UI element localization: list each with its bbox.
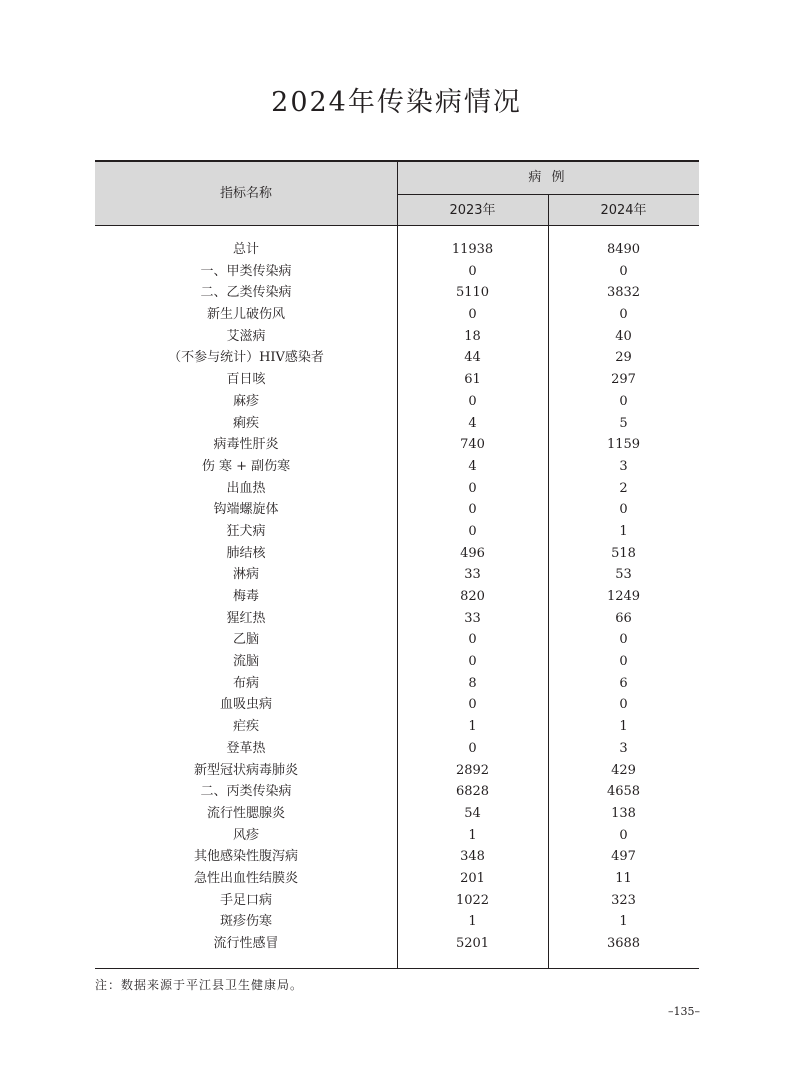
page-title: 2024年传染病情况 xyxy=(271,87,522,118)
cell-indicator-name: 急性出血性结膜炎 xyxy=(193,870,298,886)
cell-value-2024: 0 xyxy=(619,697,628,713)
header-divider-horizontal xyxy=(397,194,699,195)
table-row xyxy=(95,239,699,261)
cell-value-2023: 54 xyxy=(464,805,481,821)
cell-value-2024: 429 xyxy=(611,762,636,778)
cell-indicator-name: 钩端螺旋体 xyxy=(213,502,279,518)
cell-indicator-name: 总计 xyxy=(232,242,259,257)
cell-value-2024: 0 xyxy=(619,654,628,670)
cell-indicator-name: 猩红热 xyxy=(226,610,266,626)
cell-indicator-name: 布病 xyxy=(232,675,259,691)
table-row xyxy=(95,499,699,521)
cell-indicator-name: 疟疾 xyxy=(232,719,259,735)
cell-indicator-name: 其他感染性腹泻病 xyxy=(193,849,298,865)
cell-indicator-name: 狂犬病 xyxy=(226,523,266,539)
cell-value-2024: 11 xyxy=(615,870,632,886)
cell-indicator-name: 百日咳 xyxy=(226,372,266,388)
cell-value-2023: 0 xyxy=(468,632,477,648)
cell-indicator-name: 伤 寒 + 副伤寒 xyxy=(201,458,291,474)
cell-indicator-name: 梅毒 xyxy=(232,589,259,604)
table-row xyxy=(95,608,699,630)
table-row xyxy=(95,564,699,586)
cell-indicator-name: 一、甲类传染病 xyxy=(200,263,292,279)
cell-value-2024: 1 xyxy=(619,523,628,539)
table-row xyxy=(95,521,699,543)
cell-indicator-name: 流脑 xyxy=(232,654,259,670)
table-rows xyxy=(95,239,699,955)
table-row xyxy=(95,456,699,478)
table-row xyxy=(95,738,699,760)
cell-value-2023: 6828 xyxy=(455,784,490,800)
cell-value-2024: 29 xyxy=(615,350,632,366)
cell-indicator-name: 出血热 xyxy=(226,480,266,496)
cell-indicator-name: 斑疹伤寒 xyxy=(219,914,272,930)
cell-indicator-name: 流行性腮腺炎 xyxy=(206,805,285,821)
cell-value-2024: 3 xyxy=(619,740,628,756)
page-number: –135– xyxy=(668,1005,700,1018)
cell-value-2024: 138 xyxy=(611,805,636,821)
cell-value-2024: 1 xyxy=(619,719,628,735)
cell-value-2024: 1159 xyxy=(606,437,641,453)
cell-value-2023: 61 xyxy=(464,372,481,388)
cell-value-2023: 44 xyxy=(464,350,481,366)
cell-indicator-name: 新型冠状病毒肺炎 xyxy=(193,762,298,778)
header-cases: 病 例 xyxy=(528,170,568,185)
table-row xyxy=(95,825,699,847)
cell-value-2023: 1022 xyxy=(455,892,490,908)
cell-value-2024: 3832 xyxy=(606,285,641,301)
cell-value-2023: 33 xyxy=(464,567,481,583)
table-row xyxy=(95,716,699,738)
cell-value-2023: 1 xyxy=(468,719,477,735)
cell-value-2024: 497 xyxy=(611,849,636,865)
cell-value-2023: 1 xyxy=(468,914,477,930)
cell-value-2023: 2892 xyxy=(455,762,490,778)
table-row xyxy=(95,282,699,304)
cell-value-2023: 4 xyxy=(468,415,477,431)
cell-value-2024: 8490 xyxy=(606,242,641,257)
cell-value-2024: 1249 xyxy=(606,589,641,604)
cell-indicator-name: 风疹 xyxy=(232,827,259,843)
table-row xyxy=(95,586,699,608)
cell-indicator-name: 淋病 xyxy=(232,567,259,583)
cell-value-2023: 1 xyxy=(468,827,477,843)
cell-value-2023: 18 xyxy=(464,328,481,344)
table-header xyxy=(95,160,699,226)
cell-value-2024: 297 xyxy=(611,372,636,388)
cell-value-2024: 6 xyxy=(619,675,628,691)
cell-value-2023: 11938 xyxy=(451,242,494,257)
cell-value-2023: 0 xyxy=(468,393,477,409)
cell-indicator-name: 流行性感冒 xyxy=(213,936,279,951)
table-body xyxy=(95,226,699,969)
cell-value-2024: 40 xyxy=(615,328,632,344)
cell-value-2024: 0 xyxy=(619,632,628,648)
header-year-2023: 2023年 xyxy=(449,203,496,218)
table-row xyxy=(95,694,699,716)
cell-indicator-name: 新生儿破伤风 xyxy=(206,307,285,323)
cell-value-2023: 0 xyxy=(468,502,477,518)
table-row xyxy=(95,781,699,803)
cell-value-2023: 0 xyxy=(468,480,477,496)
table-row xyxy=(95,543,699,565)
cell-indicator-name: 二、丙类传染病 xyxy=(200,784,292,800)
table-row xyxy=(95,326,699,348)
cell-value-2023: 0 xyxy=(468,740,477,756)
cell-value-2024: 3 xyxy=(619,458,628,474)
cell-indicator-name: 二、乙类传染病 xyxy=(200,285,292,301)
cell-value-2024: 4658 xyxy=(606,784,641,800)
header-year-2024: 2024年 xyxy=(600,203,647,218)
cell-value-2023: 348 xyxy=(460,849,485,865)
cell-value-2024: 53 xyxy=(615,567,632,583)
cell-value-2023: 33 xyxy=(464,610,481,626)
cell-value-2024: 5 xyxy=(619,415,628,431)
cell-value-2023: 496 xyxy=(460,545,485,561)
cell-value-2024: 0 xyxy=(619,827,628,843)
cell-value-2024: 1 xyxy=(619,914,628,930)
cell-value-2023: 0 xyxy=(468,654,477,670)
cell-value-2024: 323 xyxy=(611,892,636,908)
cell-value-2023: 8 xyxy=(468,675,477,691)
table-row xyxy=(95,673,699,695)
infectious-disease-table xyxy=(95,160,699,969)
cell-value-2023: 201 xyxy=(460,870,485,886)
table-row xyxy=(95,629,699,651)
table-row xyxy=(95,261,699,283)
header-divider-years xyxy=(548,195,549,226)
cell-value-2024: 66 xyxy=(615,610,632,626)
cell-value-2023: 4 xyxy=(468,458,477,474)
table-row xyxy=(95,651,699,673)
table-row xyxy=(95,369,699,391)
cell-indicator-name: 病毒性肝炎 xyxy=(213,437,279,453)
table-row xyxy=(95,347,699,369)
cell-indicator-name: 麻疹 xyxy=(232,393,259,409)
table-row xyxy=(95,434,699,456)
cell-indicator-name: 乙脑 xyxy=(232,632,259,648)
cell-value-2024: 518 xyxy=(611,545,636,561)
cell-value-2024: 0 xyxy=(619,307,628,323)
cell-value-2023: 5110 xyxy=(455,285,490,301)
cell-value-2023: 0 xyxy=(468,263,477,279)
cell-value-2024: 0 xyxy=(619,263,628,279)
header-indicator-name: 指标名称 xyxy=(219,186,272,201)
cell-value-2023: 740 xyxy=(460,437,485,453)
table-row xyxy=(95,413,699,435)
cell-value-2024: 2 xyxy=(619,480,628,496)
cell-value-2023: 5201 xyxy=(455,936,490,951)
cell-value-2024: 0 xyxy=(619,502,628,518)
cell-value-2024: 0 xyxy=(619,393,628,409)
table-row xyxy=(95,391,699,413)
cell-value-2024: 3688 xyxy=(606,936,641,951)
cell-indicator-name: 血吸虫病 xyxy=(219,697,272,713)
cell-indicator-name: 登革热 xyxy=(226,740,266,756)
cell-indicator-name: （不参与统计）HIV感染者 xyxy=(168,350,324,366)
table-row xyxy=(95,911,699,933)
cell-value-2023: 0 xyxy=(468,307,477,323)
table-row xyxy=(95,868,699,890)
cell-indicator-name: 痢疾 xyxy=(232,415,259,431)
table-row xyxy=(95,478,699,500)
table-row xyxy=(95,890,699,912)
table-row xyxy=(95,846,699,868)
cell-indicator-name: 肺结核 xyxy=(226,545,266,561)
cell-value-2023: 820 xyxy=(460,589,485,604)
table-row xyxy=(95,933,699,955)
cell-value-2023: 0 xyxy=(468,697,477,713)
cell-value-2023: 0 xyxy=(468,523,477,539)
cell-indicator-name: 艾滋病 xyxy=(226,328,266,344)
table-row xyxy=(95,803,699,825)
cell-indicator-name: 手足口病 xyxy=(219,892,272,908)
table-row xyxy=(95,760,699,782)
source-note: 注：数据来源于平江县卫生健康局。 xyxy=(95,978,304,992)
table-row xyxy=(95,304,699,326)
